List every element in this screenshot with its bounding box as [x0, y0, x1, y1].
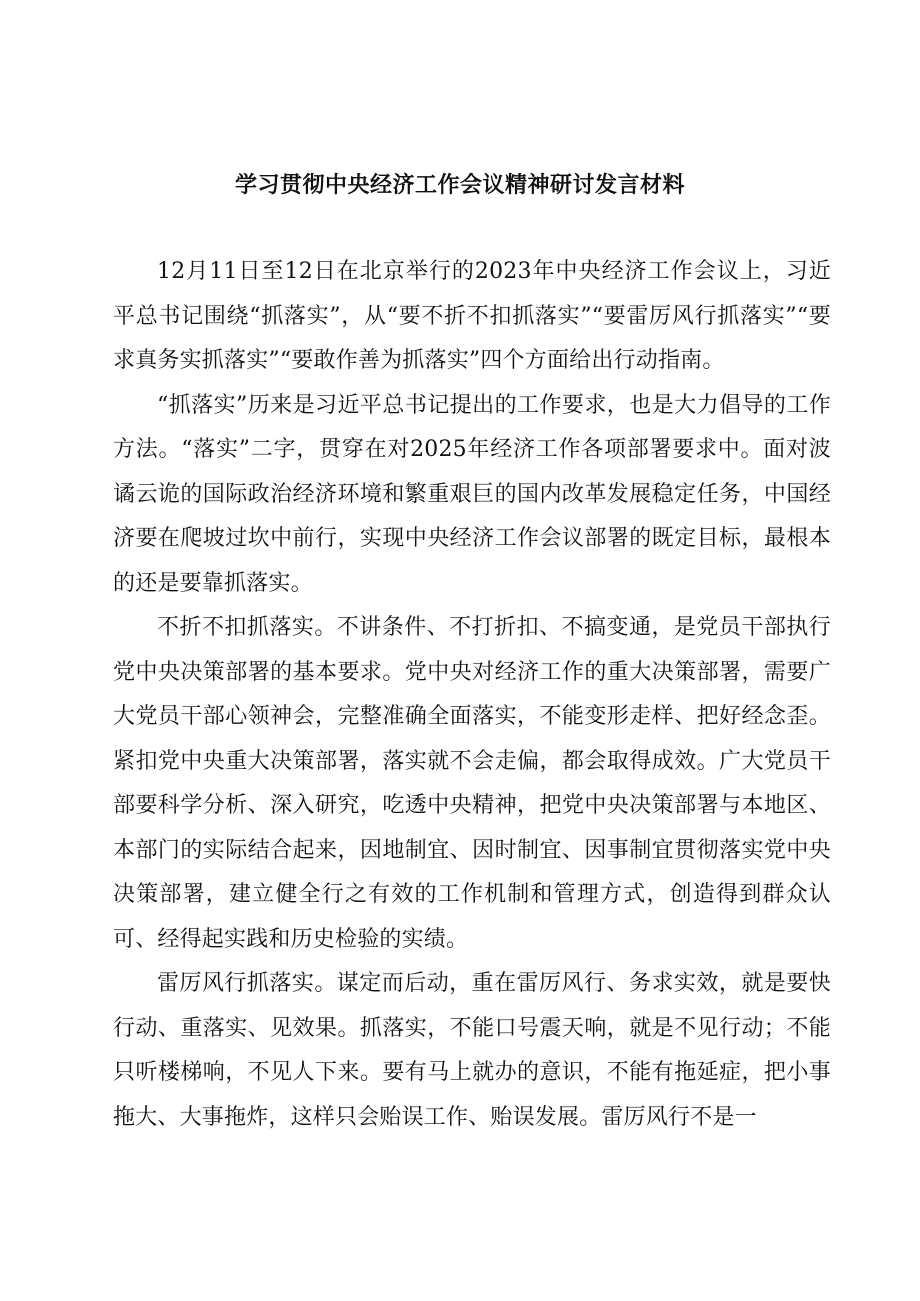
paragraph-2: “抓落实”历来是习近平总书记提出的工作要求，也是大力倡导的工作方法。“落实”二字，贯穿在对2025年经济工作各项部署要求中。面对波谲云诡的国际政治经济环境和繁重艰巨的国内改革发展稳定任务，中国经济要在爬坡过坎中前行，实现中央经济工作会议部署的既定目标，最根本的还是要靠抓落实。 — [113, 392, 831, 596]
paragraph-3: 不折不扣抓落实。不讲条件、不打折扣、不搞变通，是党员干部执行党中央决策部署的基本要求。党中央对经济工作的重大决策部署，需要广大党员干部心领神会，完整准确全面落实，不能变形走样、把好经念歪。紧扣党中央重大决策部署，落实就不会走偏，都会取得成效。广大党员干部要科学分析、深入研究，吃透中央精神，把党中央决策部署与本地区、本部门的实际结合起来，因地制宜、因时制宜、因事制宜贯彻落实党中央决策部署，建立健全行之有效的工作机制和管理方式，创造得到群众认可、经得起实践和历史检验的实绩。 — [113, 615, 831, 952]
paragraph-1: 12月11日至12日在北京举行的2023年中央经济工作会议上，习近平总书记围绕“抓落实”，从“要不折不扣抓落实”“要雷厉风行抓落实”“要求真务实抓落实”“要敢作善为抓落实”四个方面给出行动指南。 — [113, 259, 831, 373]
document-title: 学习贯彻中央经济工作会议精神研讨发言材料 — [234, 173, 685, 198]
paragraph-4: 雷厉风行抓落实。谋定而后动，重在雷厉风行、务求实效，就是要快行动、重落实、见效果。抓落实，不能口号震天响，就是不见行动；不能只听楼梯响，不见人下来。要有马上就办的意识，不能有拖延症，把小事拖大、大事拖炸，这样只会贻误工作、贻误发展。雷厉风行不是一 — [113, 971, 831, 1130]
document-body — [113, 250, 831, 1140]
